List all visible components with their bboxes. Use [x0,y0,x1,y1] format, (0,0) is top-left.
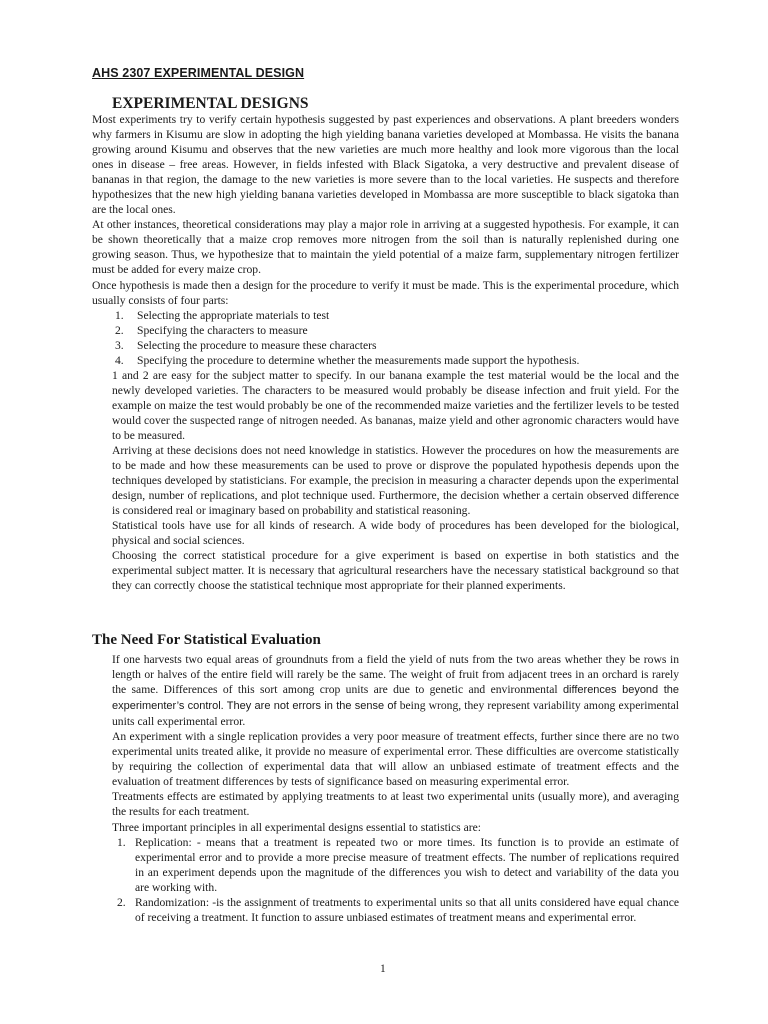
list-item [92,323,679,338]
list-number: 2. [117,895,126,909]
list-item [112,835,679,895]
page-number: 1 [380,963,386,975]
section-title-experimental-designs: EXPERIMENTAL DESIGNS [112,95,309,112]
section-statistical-evaluation-body [112,652,679,925]
paragraph-text: If one harvests two equal areas of groundnuts from a field the yield of nuts from the two areas whether they be rows in length or halves of the entire field will rarely be the same. The weight of fruit from adjacent trees in an orchard is rarely the same. Differences of this sort among crop units are due to genetic and environmental [112,653,679,697]
list-item [112,895,679,925]
list-item [92,353,679,368]
list-number: 1. [115,308,124,322]
list-number: 3. [115,338,124,352]
section-title-statistical-evaluation: The Need For Statistical Evaluation [92,632,321,648]
paragraph: Statistical tools have use for all kinds of research. A wide body of procedures has been developed for the biological, physical and social sciences. [112,519,679,548]
paragraph: 1 and 2 are easy for the subject matter to specify. In our banana example the test material would be the local and the newly developed varieties. The characters to be measured would probably be disease infection and fruit yield. For the example on maize the test would probably be one of the recommended maize varieties and the fertilizer levels to be tested would cover the suspected range of nitrogen needed. As bananas, maize yield and other agronomic characters would have to be measured. [112,368,679,442]
list-item [92,338,679,353]
list-number: 2. [115,323,124,337]
paragraph: Choosing the correct statistical procedure for a give experiment is based on expertise in both statistics and the experimental subject matter. It is necessary that agricultural researchers have the necessary statistical background so that they can correctly choose the statistical technique most appropriate for their planned experiments. [112,549,679,593]
course-title: AHS 2307 EXPERIMENTAL DESIGN [92,66,305,80]
indented-paragraphs [92,368,679,594]
list-number: 1. [117,835,126,849]
paragraph: Most experiments try to verify certain hypothesis suggested by past experiences and observations. A plant breeders wonders why farmers in Kisumu are slow in adopting the high yielding banana varieties developed at Mombassa. He visits the banana growing around Kisumu and observes that the new varieties are much more healthy and look more vigorous than the local ones in disease – free areas. However, in fields infested with Black Sigatoka, a very destructive and prevalent disease of bananas in that region, the damage to the new varieties is more severe than to the local varieties. He suspects and therefore hypothesizes that the new high yielding banana varieties developed in Mombassa are more susceptible to black sigatoka than are the local ones. [92,113,679,217]
paragraph: Once hypothesis is made then a design for the procedure to verify it must be made. This is the experimental procedure, which usually consists of four parts: [92,278,679,307]
section-experimental-designs-body [92,112,679,594]
paragraph: At other instances, theoretical considerations may play a major role in arriving at a suggested hypothesis. For example, it can be shown theoretically that a maize crop removes more nitrogen from the soil than is naturally replenished during one growing season. Thus, we hypothesize that to maintain the yield potential of a maize farm, supplementary nitrogen fertilizer must be added for every maize crop. [92,218,679,277]
paragraph: An experiment with a single replication provides a very poor measure of treatment effects, further since there are no two experimental units treated alike, it provide no measure of experimental error. These difficulties are overcome statistically by requiring the collection of experimental data that will allow an unbiased estimate of treatment effects and the evaluation of treatment differences by tests of significance based on measuring experimental error. [112,730,679,789]
procedure-steps-list [92,308,679,368]
paragraph-text: being wrong, they represent variability among experimental units call experimental error. [112,699,679,729]
list-item [92,308,679,323]
list-text: Selecting the procedure to measure these characters [137,338,377,352]
paragraph [112,652,679,729]
paragraph: Arriving at these decisions does not need knowledge in statistics. However the procedures on how the measurements are to be made and how these measurements can be used to prove or disprove the populated hypothesis depends upon the techniques developed by statisticians. For example, the precision in measuring a character depends upon the experimental design, number of replications, and plot technique used. Furthermore, the decision whether a certain observed difference is considered real or imaginary based on probability and statistical reasoning. [112,444,679,518]
paragraph: Treatments effects are estimated by applying treatments to at least two experimental units (usually more), and averaging the results for each treatment. [112,790,679,819]
list-text: Specifying the characters to measure [137,323,308,337]
paragraph: Three important principles in all experimental designs essential to statistics are: [112,820,481,834]
paragraph-text-sans: differences beyond the experimenter’s control. They are not errors in the sense of [112,684,679,713]
list-text: Specifying the procedure to determine whether the measurements made support the hypothesis. [137,353,580,367]
list-text: Randomization: -is the assignment of treatments to experimental units so that all units considered have equal chance of receiving a treatment. It function to assure unbiased estimates of treatment means and experimental error. [135,895,679,924]
list-number: 4. [115,353,124,367]
list-text: Selecting the appropriate materials to test [137,308,330,322]
list-text: Replication: - means that a treatment is repeated two or more times. Its function is to provide an estimate of experimental error and to provide a more precise measure of treatment effects. The number of replications required in an experiment depends upon the magnitude of the differences you wish to detect and variability of the data you are working with. [135,835,679,894]
